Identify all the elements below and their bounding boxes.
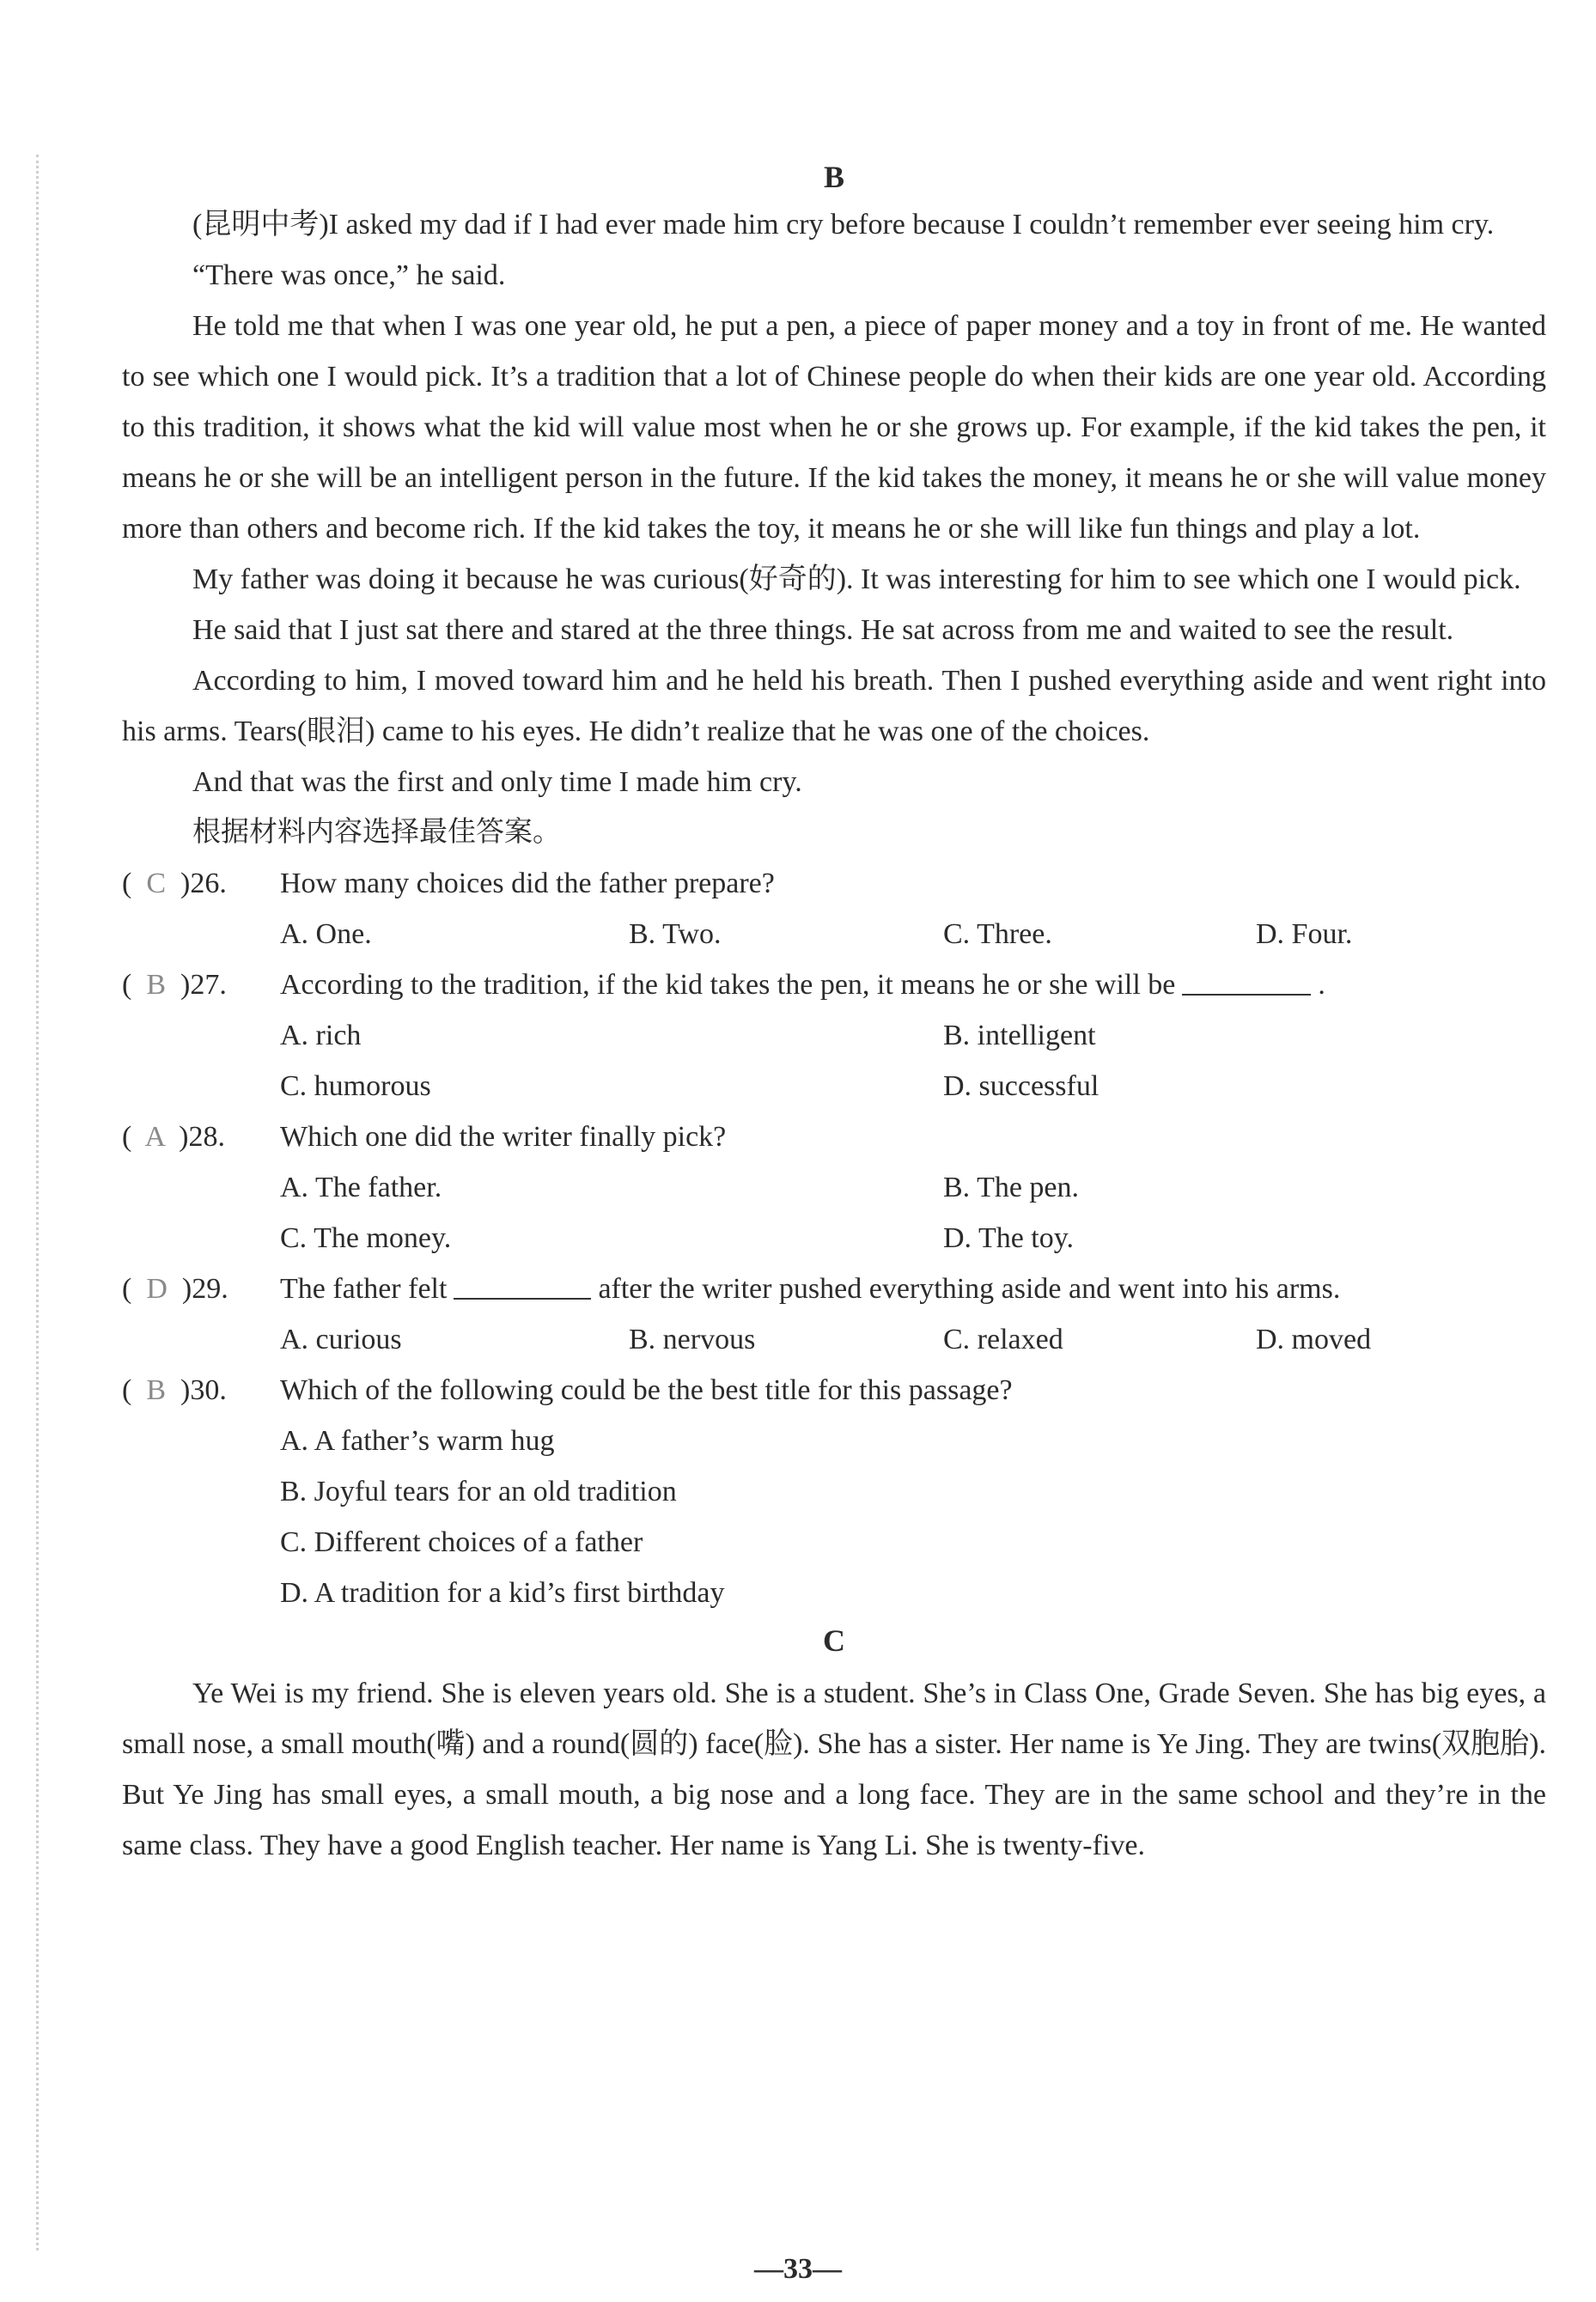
option-a: A. rich xyxy=(280,1020,362,1051)
stem-text-before: According to the tradition, if the kid takes the pen, it means he or she will be xyxy=(280,969,1176,1001)
answer-letter: D xyxy=(146,1273,168,1305)
answer-bracket: ( C )26. xyxy=(122,868,227,899)
question-number: 30. xyxy=(190,1374,227,1406)
section-b-heading: B xyxy=(823,160,844,194)
option-c: C. Different choices of a father xyxy=(280,1526,643,1558)
option-d: D. successful xyxy=(943,1070,1100,1102)
stem-text-after: . xyxy=(1318,969,1325,1001)
question-30-option-b-row xyxy=(122,1466,1546,1517)
option-b: B. nervous xyxy=(629,1324,756,1355)
option-b: B. Joyful tears for an old tradition xyxy=(280,1476,677,1507)
question-30-option-d-row xyxy=(122,1568,1546,1618)
option-b: B. intelligent xyxy=(943,1020,1096,1051)
question-stem: How many choices did the father prepare? xyxy=(280,868,775,899)
page-number: —33— xyxy=(754,2253,842,2285)
answer-blank xyxy=(1182,968,1311,996)
passage-b-paragraph-6: According to him, I moved toward him and he held his breath. Then I pushed everything aside and went right into his arms. Tears(眼泪) came to his eyes. He didn’t realize that he was one of the choices. xyxy=(122,665,1546,747)
passage-b-paragraph-3: He told me that when I was one year old, he put a pen, a piece of paper money and a toy in front of me. He wanted to see which one I would pick. It’s a tradition that a lot of Chinese people do when their kids are one year old. According to this tradition, it shows what the kid will value most when he or she grows up. For example, if the kid takes the pen, it means he or she will be an intelligent person in the future. If the kid takes the money, it means he or she will value money more than others and become rich. If the kid takes the toy, it means he or she will like fun things and play a lot. xyxy=(122,310,1546,545)
question-30-option-c-row xyxy=(122,1517,1546,1568)
question-number: 29. xyxy=(192,1273,228,1305)
answer-blank xyxy=(454,1272,591,1300)
answer-bracket: ( B )27. xyxy=(122,969,227,1001)
question-number: 27. xyxy=(190,969,227,1001)
option-b: B. Two. xyxy=(629,918,722,950)
question-28-options-row-2 xyxy=(122,1213,1546,1264)
option-a: A. curious xyxy=(280,1324,402,1355)
question-number: 26. xyxy=(190,868,227,899)
question-29 xyxy=(122,1264,1546,1314)
passage-b-paragraph-4: My father was doing it because he was curious(好奇的). It was interesting for him to see which one I would pick. xyxy=(192,563,1521,595)
passage-b-paragraph-7: And that was the first and only time I made him cry. xyxy=(192,766,802,798)
question-29-options xyxy=(122,1314,1546,1365)
option-c: C. relaxed xyxy=(943,1324,1063,1355)
option-b: B. The pen. xyxy=(943,1172,1080,1203)
option-d: D. Four. xyxy=(1256,918,1353,950)
question-30 xyxy=(122,1365,1546,1416)
answer-letter: B xyxy=(146,1374,167,1406)
option-a: A. A father’s warm hug xyxy=(280,1425,555,1457)
question-27 xyxy=(122,959,1546,1010)
passage-b-paragraph-1: (昆明中考)I asked my dad if I had ever made him cry before because I couldn’t remember ever seeing him cry. xyxy=(192,209,1495,241)
option-c: C. Three. xyxy=(943,918,1052,950)
option-d: D. The toy. xyxy=(943,1222,1075,1254)
question-27-options-row-1 xyxy=(122,1010,1546,1061)
option-a: A. The father. xyxy=(280,1172,442,1203)
question-instruction: 根据材料内容选择最佳答案。 xyxy=(192,817,561,848)
stem-text-before: The father felt xyxy=(280,1273,448,1305)
passage-b-paragraph-5: He said that I just sat there and stared at the three things. He sat across from me and waited to see the result. xyxy=(192,614,1454,646)
option-d: D. A tradition for a kid’s first birthday xyxy=(280,1577,725,1609)
question-26-options xyxy=(122,909,1546,959)
answer-bracket: ( D )29. xyxy=(122,1273,228,1305)
question-stem: Which one did the writer finally pick? xyxy=(280,1121,727,1153)
option-c: C. The money. xyxy=(280,1222,452,1254)
question-number: 28. xyxy=(188,1121,225,1153)
passage-c-paragraph: Ye Wei is my friend. She is eleven years old. She is a student. She’s in Class One, Grade Seven. She has big eyes, a small nose, a small mouth(嘴) and a round(圆的) face(脸). She has a sister. Her name is Ye Jing. They are twins(双胞胎). But Ye Jing has small eyes, a small mouth, a big nose and a long face. They are in the same school and they’re in the same class. They have a good English teacher. Her name is Yang Li. She is twenty-five. xyxy=(122,1678,1546,1861)
option-c: C. humorous xyxy=(280,1070,431,1102)
passage-b-paragraph-2: “There was once,” he said. xyxy=(192,259,506,291)
question-stem xyxy=(280,959,1546,1010)
question-28-options-row-1 xyxy=(122,1162,1546,1213)
answer-letter: A xyxy=(144,1121,165,1153)
stem-text-after: after the writer pushed everything aside and went into his arms. xyxy=(598,1273,1341,1305)
question-26 xyxy=(122,858,1546,909)
answer-bracket: ( A )28. xyxy=(122,1121,225,1153)
answer-bracket: ( B )30. xyxy=(122,1374,227,1406)
question-28 xyxy=(122,1111,1546,1162)
option-d: D. moved xyxy=(1256,1324,1372,1355)
question-stem: Which of the following could be the best title for this passage? xyxy=(280,1374,1013,1406)
answer-letter: C xyxy=(146,868,167,899)
page-content xyxy=(122,155,1546,1871)
binding-margin-dots xyxy=(36,155,39,2250)
question-27-options-row-2 xyxy=(122,1061,1546,1111)
answer-letter: B xyxy=(146,969,167,1001)
section-c-heading: C xyxy=(823,1623,845,1658)
option-a: A. One. xyxy=(280,918,372,950)
question-30-option-a-row xyxy=(122,1416,1546,1466)
question-stem xyxy=(280,1264,1546,1314)
